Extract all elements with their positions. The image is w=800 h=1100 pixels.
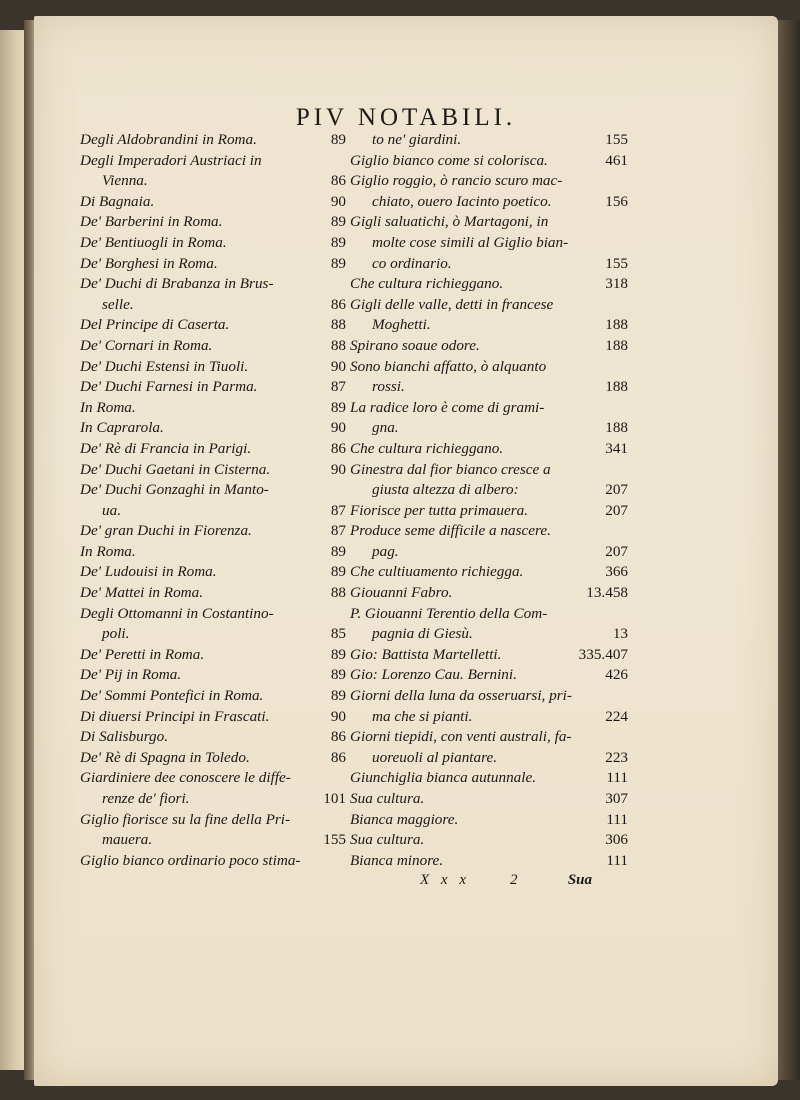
entry-text: chiato, ouero Iacinto poetico. — [372, 192, 552, 210]
entry-page-number: 223 — [605, 748, 628, 766]
entry-text: Vienna. — [102, 172, 148, 190]
index-entry — [80, 501, 346, 522]
index-entry — [350, 562, 628, 583]
entry-text: De' Pij in Roma. — [80, 666, 182, 684]
index-entry — [80, 460, 346, 481]
entry-page-number: 89 — [330, 645, 346, 663]
entry-page-number: 86 — [330, 172, 346, 190]
entry-text: poli. — [102, 625, 130, 643]
entry-page-number: 207 — [605, 481, 628, 499]
entry-text: De' Rè di Spagna in Toledo. — [80, 748, 250, 766]
index-entry — [80, 686, 346, 707]
entry-text: mauera. — [102, 831, 153, 849]
index-entry — [80, 336, 346, 357]
index-entry — [350, 315, 628, 336]
index-entry — [80, 295, 346, 316]
index-entry — [80, 830, 346, 851]
entry-text: Gigli saluatichi, ò Martagoni, in — [350, 213, 549, 231]
index-entry — [350, 542, 628, 563]
entry-text: Produce seme difficile a nascere. — [350, 522, 551, 540]
entry-page-number: 188 — [605, 419, 628, 437]
index-entry — [350, 398, 628, 419]
entry-page-number: 155 — [323, 831, 346, 849]
entry-text: Di diuersi Principi in Frascati. — [80, 707, 270, 725]
index-entry — [80, 521, 346, 542]
entry-text: Giglio roggio, ò rancio scuro mac- — [350, 172, 563, 190]
entry-text: De' Bentiuogli in Roma. — [80, 233, 227, 251]
catchword: Sua — [567, 872, 592, 888]
entry-page-number: 90 — [330, 419, 346, 437]
index-entry — [80, 398, 346, 419]
entry-page-number: 86 — [330, 748, 346, 766]
entry-text: De' Duchi Estensi in Tiuoli. — [80, 357, 249, 375]
index-entry — [80, 171, 346, 192]
index-column-right — [350, 130, 628, 871]
entry-page-number: 188 — [605, 316, 628, 334]
entry-page-number: 335.407 — [578, 645, 628, 663]
index-entry — [80, 851, 346, 872]
index-entry — [80, 583, 346, 604]
index-entry — [80, 212, 346, 233]
index-entry — [350, 130, 628, 151]
entry-text: renze de' fiori. — [102, 790, 190, 807]
entry-page-number: 188 — [605, 378, 628, 396]
index-entry — [80, 254, 346, 275]
entry-page-number: 88 — [330, 584, 346, 602]
entry-text: De' Duchi Farnesi in Parma. — [80, 378, 258, 396]
entry-text: Gio: Battista Martelletti. — [350, 645, 502, 663]
entry-page-number: 89 — [330, 254, 346, 272]
entry-text: pagnia di Giesù. — [372, 625, 473, 643]
index-entry — [80, 357, 346, 378]
entry-page-number: 86 — [330, 295, 346, 313]
index-entry — [350, 480, 628, 501]
entry-page-number: 156 — [605, 192, 628, 210]
index-entry — [80, 665, 346, 686]
entry-page-number: 318 — [605, 275, 628, 293]
index-entry — [80, 315, 346, 336]
index-entry — [80, 768, 346, 789]
entry-text: De' Duchi Gaetani in Cisterna. — [80, 460, 271, 478]
entry-text: molte cose simili al Giglio bian- — [372, 233, 569, 251]
index-entry — [350, 274, 628, 295]
entry-text: Che cultiuamento richiegga. — [350, 563, 524, 581]
entry-text: giusta altezza di albero: — [372, 481, 519, 499]
index-entry — [350, 707, 628, 728]
index-entry — [350, 748, 628, 769]
index-entry — [350, 624, 628, 645]
index-entry — [80, 151, 346, 172]
entry-text: ua. — [102, 501, 121, 519]
entry-text: De' Duchi di Brabanza in Brus- — [80, 275, 274, 293]
entry-page-number: 89 — [330, 687, 346, 705]
entry-page-number: 207 — [605, 501, 628, 519]
index-entry — [350, 583, 628, 604]
index-entry — [350, 418, 628, 439]
entry-page-number: 13 — [612, 625, 628, 643]
entry-text: De' Borghesi in Roma. — [80, 254, 218, 272]
index-entry — [350, 521, 628, 542]
index-entry — [350, 810, 628, 831]
entry-text: Giglio bianco come si colorisca. — [350, 151, 548, 169]
index-entry — [80, 604, 346, 625]
entry-page-number: 87 — [330, 522, 346, 540]
index-entry — [350, 212, 628, 233]
entry-text: De' Barberini in Roma. — [80, 213, 223, 231]
entry-text: In Roma. — [80, 398, 136, 416]
index-entry — [80, 789, 346, 810]
index-entry — [350, 768, 628, 789]
index-entry — [80, 727, 346, 748]
entry-page-number: 90 — [330, 707, 346, 725]
entry-text: gna. — [372, 419, 399, 437]
index-entry — [80, 377, 346, 398]
index-entry — [80, 274, 346, 295]
entry-page-number: 90 — [330, 192, 346, 210]
index-entry — [350, 336, 628, 357]
entry-text: De' Cornari in Roma. — [80, 336, 213, 354]
index-entry — [80, 562, 346, 583]
entry-text: Degli Ottomanni in Costantino- — [80, 604, 274, 622]
entry-page-number: 89 — [330, 131, 346, 148]
entry-page-number: 155 — [605, 131, 628, 148]
index-entry — [80, 645, 346, 666]
entry-page-number: 366 — [605, 563, 628, 581]
index-entry — [350, 295, 628, 316]
entry-page-number: 111 — [606, 851, 628, 869]
index-entry — [80, 439, 346, 460]
index-entry — [350, 665, 628, 686]
index-entry — [350, 604, 628, 625]
page-edge-right — [776, 20, 800, 1080]
index-entry — [80, 748, 346, 769]
index-entry — [350, 233, 628, 254]
entry-text: Che cultura richieggano. — [350, 439, 504, 457]
entry-page-number: 306 — [605, 831, 628, 849]
index-entry — [350, 851, 628, 872]
entry-text: ma che si pianti. — [372, 707, 473, 725]
entry-text: pag. — [372, 542, 399, 560]
entry-text: Di Bagnaia. — [80, 192, 155, 210]
entry-text: De' Sommi Pontefici in Roma. — [80, 687, 264, 705]
entry-page-number: 341 — [605, 439, 628, 457]
entry-page-number: 224 — [605, 707, 628, 725]
entry-text: Degli Imperadori Austriaci in — [80, 151, 262, 169]
entry-page-number: 13.458 — [586, 584, 628, 602]
entry-text: Giouanni Fabro. — [350, 584, 453, 602]
entry-text: Gigli delle valle, detti in francese — [350, 295, 554, 313]
index-entry — [80, 418, 346, 439]
entry-page-number: 155 — [605, 254, 628, 272]
entry-text: uoreuoli al piantare. — [372, 748, 498, 766]
entry-page-number: 89 — [330, 398, 346, 416]
entry-text: Che cultura richieggano. — [350, 275, 504, 293]
entry-page-number: 90 — [330, 460, 346, 478]
entry-text: De' Mattei in Roma. — [80, 584, 204, 602]
entry-page-number: 188 — [605, 336, 628, 354]
index-entry — [350, 377, 628, 398]
entry-page-number: 426 — [605, 666, 628, 684]
index-entry — [80, 707, 346, 728]
index-entry — [350, 789, 628, 810]
index-entry — [80, 810, 346, 831]
entry-text: co ordinario. — [372, 254, 452, 272]
entry-page-number: 89 — [330, 542, 346, 560]
index-entry — [350, 151, 628, 172]
index-entry — [350, 439, 628, 460]
entry-text: Bianca maggiore. — [350, 810, 459, 828]
entry-page-number: 87 — [330, 378, 346, 396]
entry-text: Bianca minore. — [350, 851, 444, 869]
entry-text: De' Rè di Francia in Parigi. — [80, 439, 252, 457]
index-entry — [350, 645, 628, 666]
index-entry — [80, 130, 346, 151]
entry-text: In Roma. — [80, 542, 136, 560]
index-entry — [350, 192, 628, 213]
entry-page-number: 85 — [330, 625, 346, 643]
index-entry — [350, 830, 628, 851]
entry-text: In Caprarola. — [80, 419, 164, 437]
entry-text: Degli Aldobrandini in Roma. — [80, 131, 257, 148]
index-entry — [350, 501, 628, 522]
entry-page-number: 88 — [330, 316, 346, 334]
entry-text: to ne' giardini. — [372, 131, 462, 148]
entry-text: Giglio bianco ordinario poco stima- — [80, 851, 301, 869]
entry-text: Gio: Lorenzo Cau. Bernini. — [350, 666, 517, 684]
entry-page-number: 89 — [330, 233, 346, 251]
entry-text: Moghetti. — [372, 316, 431, 334]
entry-text: Del Principe di Caserta. — [80, 316, 230, 334]
index-entry — [350, 171, 628, 192]
entry-page-number: 87 — [330, 501, 346, 519]
index-entry — [80, 233, 346, 254]
entry-text: rossi. — [372, 378, 405, 396]
index-column-left — [80, 130, 346, 871]
entry-text: P. Giouanni Terentio della Com- — [350, 604, 548, 622]
index-entry — [80, 192, 346, 213]
entry-text: Sono bianchi affatto, ò alquanto — [350, 357, 547, 375]
entry-page-number: 86 — [330, 439, 346, 457]
running-header: PIV NOTABILI. — [295, 104, 517, 131]
entry-page-number: 461 — [605, 151, 628, 169]
entry-text: De' Duchi Gonzaghi in Manto- — [80, 481, 269, 499]
entry-text: De' gran Duchi in Fiorenza. — [80, 522, 252, 540]
entry-text: De' Peretti in Roma. — [80, 645, 205, 663]
signature-mark: X x x — [420, 872, 470, 888]
signature-number: 2 — [510, 872, 518, 888]
entry-text: Sua cultura. — [350, 790, 425, 807]
index-entry — [350, 686, 628, 707]
entry-text: selle. — [102, 295, 134, 313]
entry-text: Giorni della luna da osseruarsi, pri- — [350, 687, 572, 705]
facing-page-edge — [0, 30, 26, 1070]
index-entry — [350, 254, 628, 275]
entry-page-number: 89 — [330, 666, 346, 684]
index-entry — [350, 727, 628, 748]
entry-page-number: 88 — [330, 336, 346, 354]
entry-page-number: 207 — [605, 542, 628, 560]
entry-text: Fiorisce per tutta primauera. — [350, 501, 529, 519]
entry-text: Di Salisburgo. — [80, 728, 169, 746]
entry-text: La radice loro è come di grami- — [350, 398, 545, 416]
entry-text: Giglio fiorisce su la fine della Pri- — [80, 810, 291, 828]
entry-text: Sua cultura. — [350, 831, 425, 849]
index-entry — [80, 542, 346, 563]
entry-text: Giorni tiepidi, con venti australi, fa- — [350, 728, 572, 746]
entry-text: Giunchiglia bianca autunnale. — [350, 769, 537, 787]
entry-page-number: 111 — [606, 769, 628, 787]
entry-page-number: 86 — [330, 728, 346, 746]
entry-page-number: 101 — [323, 790, 346, 807]
entry-page-number: 89 — [330, 213, 346, 231]
index-entry — [80, 480, 346, 501]
entry-page-number: 111 — [606, 810, 628, 828]
entry-text: Giardiniere dee conoscere le diffe- — [80, 769, 291, 787]
entry-page-number: 89 — [330, 563, 346, 581]
entry-page-number: 90 — [330, 357, 346, 375]
entry-text: Spirano soaue odore. — [350, 336, 480, 354]
entry-page-number: 307 — [605, 790, 628, 807]
entry-text: Ginestra dal fior bianco cresce a — [350, 460, 551, 478]
index-entry — [80, 624, 346, 645]
entry-text: De' Ludouisi in Roma. — [80, 563, 217, 581]
index-entry — [350, 357, 628, 378]
index-entry — [350, 460, 628, 481]
